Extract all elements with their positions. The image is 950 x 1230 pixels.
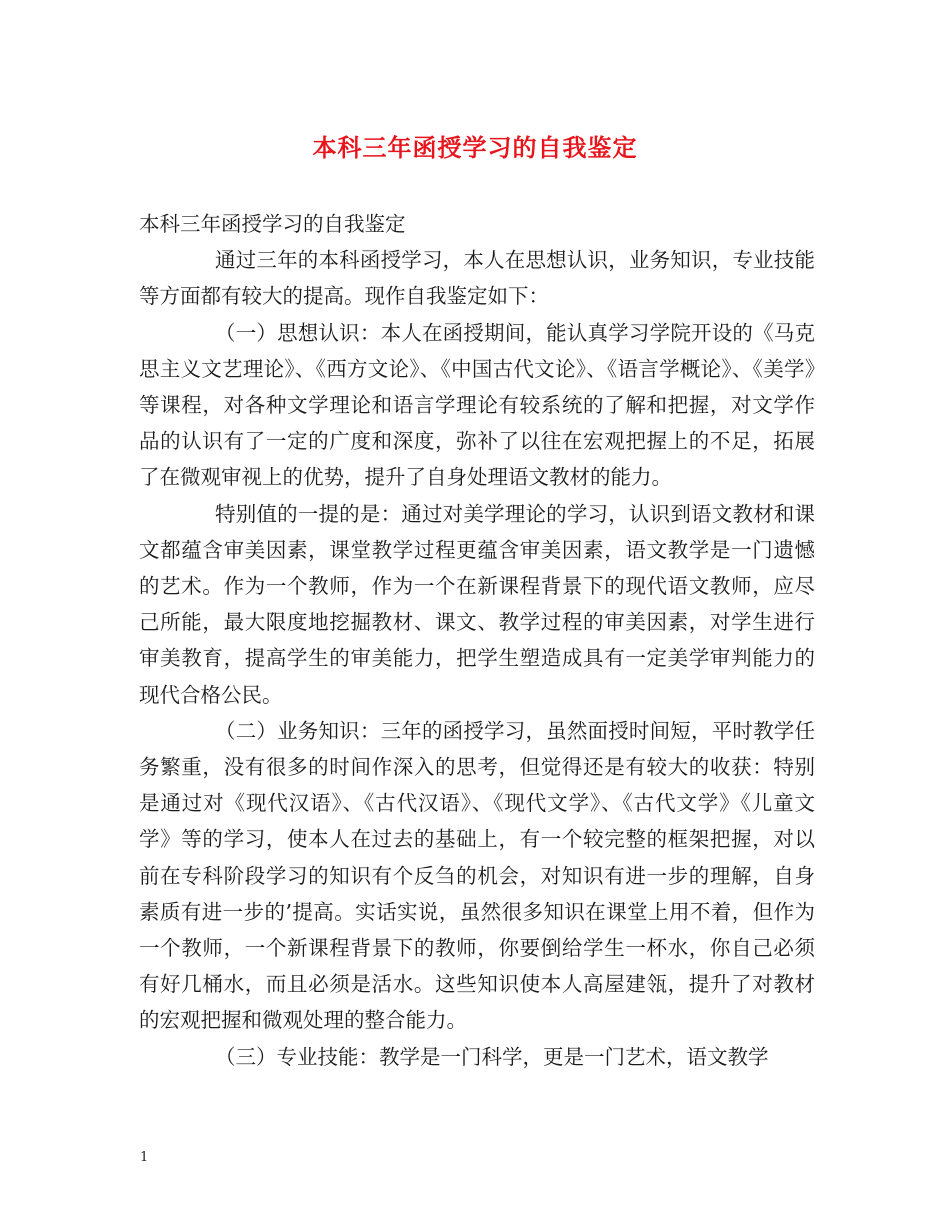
paragraph-knowledge: （二）业务知识：三年的函授学习，虽然面授时间短，平时教学任务繁重，没有很多的时间作深入的思考，但觉得还是有较大的收获：特别是通过对《现代汉语》、《古代汉语》、《现代文学》、《古代文学》《儿童文学》等的学习，使本人在过去的基础上，有一个较完整的框架把握，对以前在专科阶段学习的知识有个反刍的机会，对知识有进一步的理解，自身素质有进一步的’提高。实话实说，虽然很多知识在课堂上用不着，但作为一个教师，一个新课程背景下的教师，你要倒给学生一杯水，你自己必须有好几桶水，而且必须是活水。这些知识使本人高屋建瓴，提升了对教材的宏观把握和微观处理的整合能力。 bbox=[139, 718, 815, 1033]
document-body bbox=[139, 206, 815, 1075]
paragraph-aesthetics: 特别值的一提的是：通过对美学理论的学习，认识到语文教材和课文都蕴含审美因素，课堂教学过程更蕴含审美因素，语文教学是一门遗憾的艺术。作为一个教师，作为一个在新课程背景下的现代语文教师，应尽己所能，最大限度地挖掘教材、课文、教学过程的审美因素，对学生进行审美教育，提高学生的审美能力，把学生塑造成具有一定美学审判能力的现代合格公民。 bbox=[139, 501, 815, 707]
page-number: 1 bbox=[140, 1150, 149, 1165]
document-title: 本科三年函授学习的自我鉴定 bbox=[312, 133, 638, 162]
document-subtitle: 本科三年函授学习的自我鉴定 bbox=[139, 212, 406, 236]
paragraph-thought: （一）思想认识：本人在函授期间，能认真学习学院开设的《马克思主义文艺理论》、《西方文论》、《中国古代文论》、《语言学概论》、《美学》等课程，对各种文学理论和语言学理论有较系统的了解和把握，对文学作品的认识有了一定的广度和深度，弥补了以往在宏观把握上的不足，拓展了在微观审视上的优势，提升了自身处理语文教材的能力。 bbox=[139, 320, 815, 490]
paragraph-intro: 通过三年的本科函授学习，本人在思想认识，业务知识，专业技能等方面都有较大的提高。现作自我鉴定如下： bbox=[139, 248, 815, 309]
paragraph-skills: （三）专业技能：教学是一门科学，更是一门艺术，语文教学 bbox=[215, 1044, 769, 1069]
